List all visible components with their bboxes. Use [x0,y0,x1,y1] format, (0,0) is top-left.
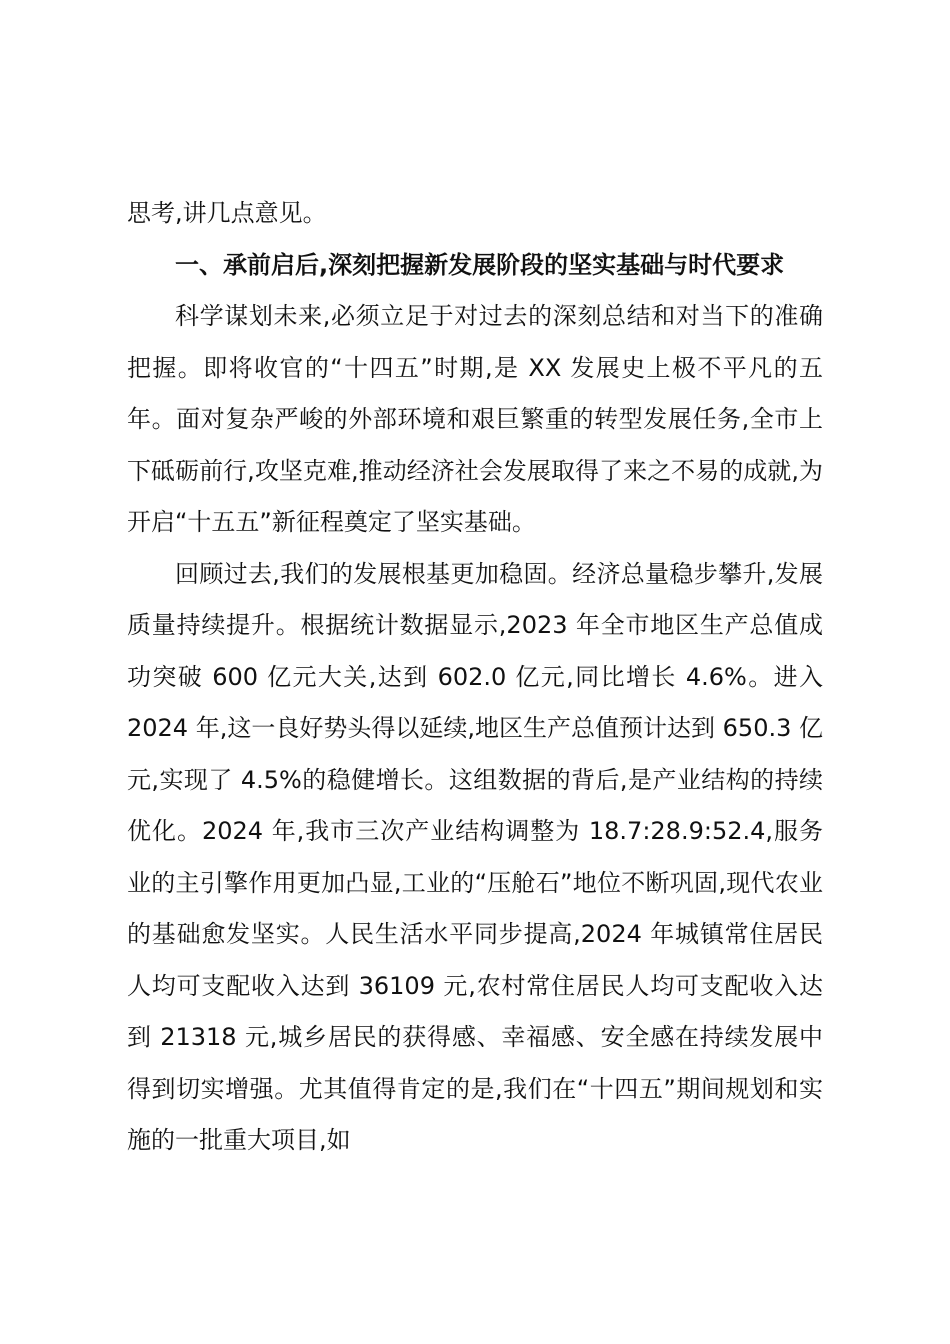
opening-fragment: 思考,讲几点意见。 [127,199,327,227]
section-heading: 一、承前启后,深刻把握新发展阶段的坚实基础与时代要求 [175,250,785,279]
body-paragraph-2: 回顾过去,我们的发展根基更加稳固。经济总量稳步攀升,发展质量持续提升。根据统计数据显示,2023 年全市地区生产总值成功突破 600 亿元大关,达到 602.0 亿元,同比增长 4.6%。进入 2024 年,这一良好势头得以延续,地区生产总值预计达到 650.3 亿元,实现了 4.5%的稳健增长。这组数据的背后,是产业结构的持续优化。2024 年,我市三次产业结构调整为 18.7:28.9:52.4,服务业的主引擎作用更加凸显,工业的“压舱石”地位不断巩固,现代农业的基础愈发坚实。人民生活水平同步提高,2024 年城镇常住居民人均可支配收入达到 36109 元,农村常住居民人均可支配收入达到 21318 元,城乡居民的获得感、幸福感、安全感在持续发展中得到切实增强。尤其值得肯定的是,我们在“十四五”期间规划和实施的一批重大项目,如 [127,559,823,1154]
body-paragraph-1: 科学谋划未来,必须立足于对过去的深刻总结和对当下的准确把握。即将收官的“十四五”时期,是 XX 发展史上极不平凡的五年。面对复杂严峻的外部环境和艰巨繁重的转型发展任务,全市上下砥砺前行,攻坚克难,推动经济社会发展取得了来之不易的成就,为开启“十五五”新征程奠定了坚实基础。 [127,302,823,536]
document-body [127,188,823,1167]
